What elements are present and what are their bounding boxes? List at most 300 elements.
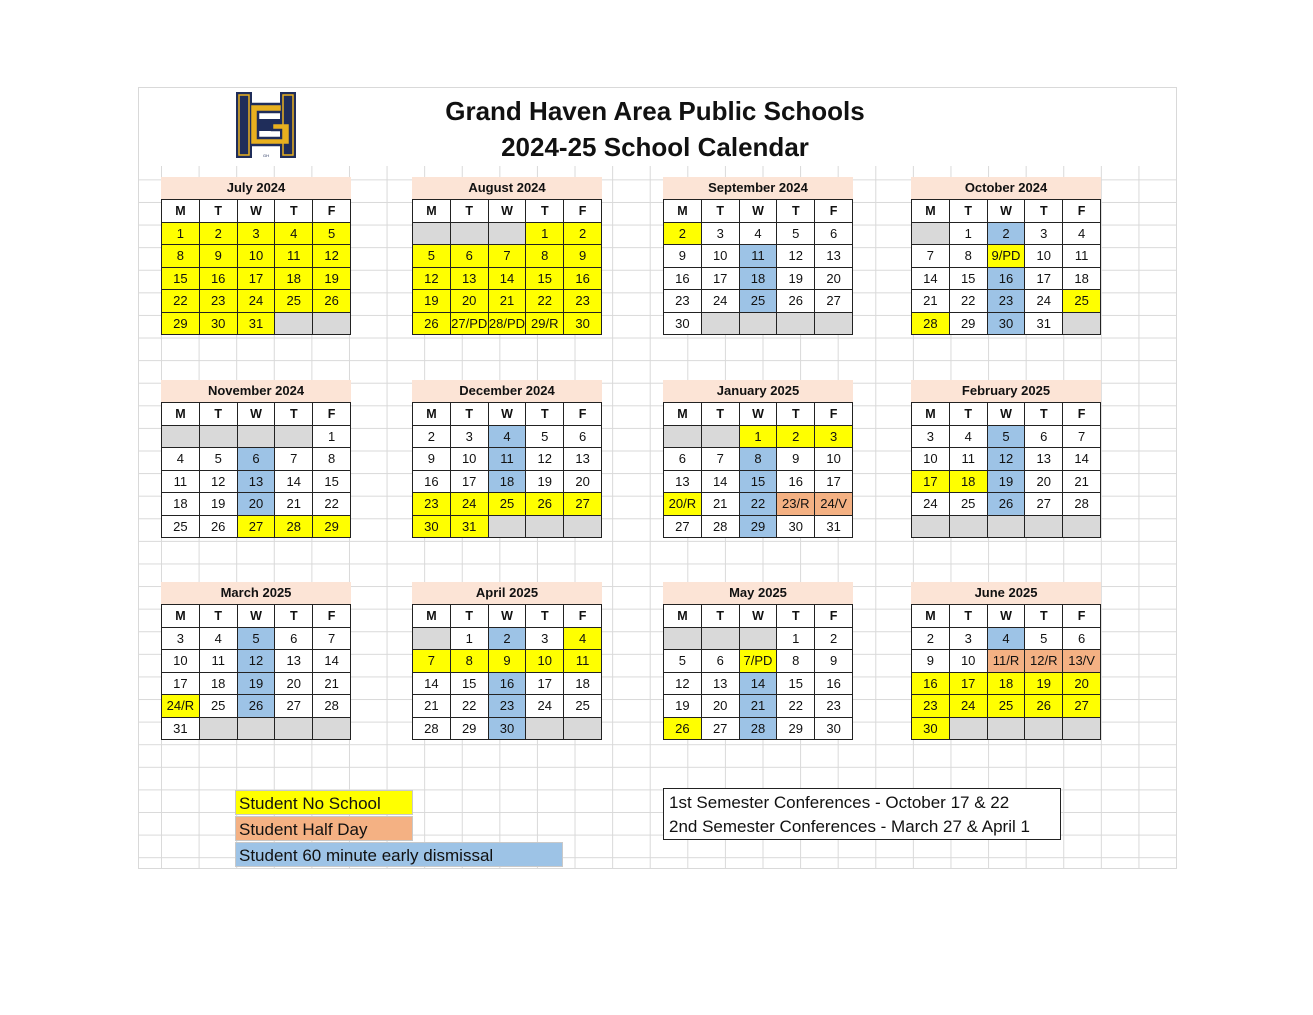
week-row <box>912 672 1101 695</box>
day-cell: 12 <box>313 245 351 268</box>
day-cell: 5 <box>413 245 451 268</box>
day-cell: 25 <box>739 290 777 313</box>
empty-day-cell <box>1025 717 1063 740</box>
month-calendar <box>412 177 602 335</box>
day-cell: 1 <box>739 425 777 448</box>
month-title: October 2024 <box>911 177 1101 199</box>
day-cell: 17 <box>1025 267 1063 290</box>
day-cell: 14 <box>488 267 526 290</box>
day-cell: 24 <box>450 493 488 516</box>
day-cell: 6 <box>564 425 602 448</box>
month-title: November 2024 <box>161 380 351 402</box>
weekday-label: W <box>987 605 1025 628</box>
day-cell: 7 <box>413 650 451 673</box>
day-cell: 11 <box>162 470 200 493</box>
empty-day-cell <box>739 312 777 335</box>
day-cell: 29 <box>777 717 815 740</box>
day-cell: 19 <box>987 470 1025 493</box>
day-cell: 29 <box>739 515 777 538</box>
week-row <box>413 425 602 448</box>
day-cell: 23 <box>912 695 950 718</box>
day-cell: 8 <box>949 245 987 268</box>
weekday-header-row <box>162 403 351 426</box>
weekday-label: T <box>1025 200 1063 223</box>
weekday-label: T <box>701 200 739 223</box>
weekday-label: T <box>777 200 815 223</box>
day-cell: 14 <box>413 672 451 695</box>
week-row <box>413 695 602 718</box>
month-grid <box>911 402 1101 538</box>
day-cell: 6 <box>450 245 488 268</box>
day-cell: 26 <box>313 290 351 313</box>
day-cell: 24/V <box>815 493 853 516</box>
day-cell: 26 <box>987 493 1025 516</box>
day-cell: 15 <box>739 470 777 493</box>
day-cell: 14 <box>701 470 739 493</box>
empty-day-cell <box>1063 312 1101 335</box>
day-cell: 3 <box>237 222 275 245</box>
day-cell: 23 <box>987 290 1025 313</box>
day-cell: 30 <box>199 312 237 335</box>
day-cell: 14 <box>313 650 351 673</box>
month-calendar <box>412 380 602 538</box>
day-cell: 17 <box>237 267 275 290</box>
day-cell: 28 <box>912 312 950 335</box>
weekday-label: T <box>949 403 987 426</box>
month-grid <box>663 402 853 538</box>
weekday-label: M <box>162 200 200 223</box>
day-cell: 7 <box>275 448 313 471</box>
day-cell: 12 <box>413 267 451 290</box>
day-cell: 4 <box>488 425 526 448</box>
day-cell: 22 <box>739 493 777 516</box>
day-cell: 3 <box>701 222 739 245</box>
day-cell: 15 <box>313 470 351 493</box>
weekday-label: T <box>275 605 313 628</box>
weekday-label: T <box>701 605 739 628</box>
day-cell: 4 <box>564 627 602 650</box>
weekday-header-row <box>912 403 1101 426</box>
empty-day-cell <box>237 717 275 740</box>
week-row <box>413 312 602 335</box>
day-cell: 26 <box>777 290 815 313</box>
day-cell: 12 <box>987 448 1025 471</box>
weekday-label: T <box>949 605 987 628</box>
month-title: September 2024 <box>663 177 853 199</box>
day-cell: 21 <box>739 695 777 718</box>
day-cell: 15 <box>162 267 200 290</box>
weekday-label: W <box>488 200 526 223</box>
day-cell: 27 <box>701 717 739 740</box>
day-cell: 3 <box>1025 222 1063 245</box>
day-cell: 30 <box>564 312 602 335</box>
day-cell: 18 <box>564 672 602 695</box>
week-row <box>162 627 351 650</box>
weekday-label: W <box>237 605 275 628</box>
empty-day-cell <box>1063 717 1101 740</box>
month-grid <box>911 604 1101 740</box>
day-cell: 9/PD <box>987 245 1025 268</box>
day-cell: 5 <box>1025 627 1063 650</box>
week-row <box>162 493 351 516</box>
day-cell: 9 <box>564 245 602 268</box>
month-grid <box>161 199 351 335</box>
day-cell: 7 <box>313 627 351 650</box>
month-title: May 2025 <box>663 582 853 604</box>
empty-day-cell <box>777 312 815 335</box>
week-row <box>664 267 853 290</box>
day-cell: 31 <box>1025 312 1063 335</box>
day-cell: 16 <box>777 470 815 493</box>
month-title: January 2025 <box>663 380 853 402</box>
day-cell: 6 <box>815 222 853 245</box>
day-cell: 16 <box>564 267 602 290</box>
weekday-header-row <box>912 200 1101 223</box>
month-grid <box>663 604 853 740</box>
week-row <box>162 672 351 695</box>
day-cell: 1 <box>949 222 987 245</box>
day-cell: 14 <box>739 672 777 695</box>
weekday-header-row <box>413 403 602 426</box>
day-cell: 12 <box>526 448 564 471</box>
week-row <box>912 222 1101 245</box>
day-cell: 17 <box>815 470 853 493</box>
day-cell: 31 <box>450 515 488 538</box>
weekday-label: T <box>275 200 313 223</box>
month-calendar <box>663 380 853 538</box>
day-cell: 4 <box>162 448 200 471</box>
day-cell: 12 <box>237 650 275 673</box>
weekday-label: F <box>1063 200 1101 223</box>
day-cell: 3 <box>526 627 564 650</box>
empty-day-cell <box>949 717 987 740</box>
weekday-label: M <box>664 605 702 628</box>
week-row <box>912 267 1101 290</box>
month-calendar <box>911 380 1101 538</box>
empty-day-cell <box>162 425 200 448</box>
empty-day-cell <box>199 425 237 448</box>
month-calendar <box>911 177 1101 335</box>
weekday-label: T <box>1025 605 1063 628</box>
month-grid <box>412 604 602 740</box>
day-cell: 1 <box>162 222 200 245</box>
week-row <box>162 425 351 448</box>
empty-day-cell <box>526 717 564 740</box>
weekday-label: T <box>949 200 987 223</box>
day-cell: 20 <box>815 267 853 290</box>
weekday-label: T <box>199 200 237 223</box>
weekday-label: W <box>739 403 777 426</box>
week-row <box>664 695 853 718</box>
day-cell: 23 <box>413 493 451 516</box>
day-cell: 13 <box>275 650 313 673</box>
month-title: July 2024 <box>161 177 351 199</box>
empty-day-cell <box>701 425 739 448</box>
day-cell: 5 <box>237 627 275 650</box>
day-cell: 7/PD <box>739 650 777 673</box>
weekday-label: M <box>912 200 950 223</box>
day-cell: 4 <box>1063 222 1101 245</box>
day-cell: 25 <box>199 695 237 718</box>
month-calendar <box>161 380 351 538</box>
day-cell: 31 <box>237 312 275 335</box>
week-row <box>664 493 853 516</box>
month-calendar <box>663 582 853 740</box>
week-row <box>162 515 351 538</box>
day-cell: 7 <box>488 245 526 268</box>
empty-day-cell <box>912 222 950 245</box>
weekday-label: F <box>815 200 853 223</box>
day-cell: 22 <box>526 290 564 313</box>
day-cell: 27/PD <box>450 312 488 335</box>
day-cell: 22 <box>313 493 351 516</box>
weekday-header-row <box>664 200 853 223</box>
week-row <box>664 650 853 673</box>
week-row <box>162 717 351 740</box>
day-cell: 25 <box>488 493 526 516</box>
day-cell: 24 <box>1025 290 1063 313</box>
week-row <box>162 312 351 335</box>
weekday-label: F <box>564 200 602 223</box>
day-cell: 2 <box>664 222 702 245</box>
day-cell: 27 <box>237 515 275 538</box>
weekday-label: M <box>413 403 451 426</box>
empty-day-cell <box>275 312 313 335</box>
day-cell: 20 <box>275 672 313 695</box>
day-cell: 6 <box>1063 627 1101 650</box>
day-cell: 10 <box>162 650 200 673</box>
day-cell: 27 <box>1025 493 1063 516</box>
day-cell: 30 <box>777 515 815 538</box>
day-cell: 10 <box>1025 245 1063 268</box>
weekday-label: F <box>313 200 351 223</box>
day-cell: 16 <box>815 672 853 695</box>
day-cell: 10 <box>701 245 739 268</box>
day-cell: 8 <box>526 245 564 268</box>
weekday-label: F <box>1063 403 1101 426</box>
weekday-label: T <box>1025 403 1063 426</box>
month-calendar <box>161 177 351 335</box>
weekday-header-row <box>162 605 351 628</box>
gh-monogram-logo <box>230 90 302 160</box>
weekday-label: M <box>162 605 200 628</box>
month-calendar <box>663 177 853 335</box>
day-cell: 19 <box>199 493 237 516</box>
empty-day-cell <box>912 515 950 538</box>
day-cell: 13 <box>1025 448 1063 471</box>
day-cell: 31 <box>815 515 853 538</box>
day-cell: 5 <box>987 425 1025 448</box>
week-row <box>912 312 1101 335</box>
weekday-label: M <box>413 605 451 628</box>
weekday-label: W <box>237 200 275 223</box>
day-cell: 9 <box>199 245 237 268</box>
day-cell: 29 <box>450 717 488 740</box>
weekday-header-row <box>162 200 351 223</box>
weekday-label: T <box>777 403 815 426</box>
day-cell: 19 <box>413 290 451 313</box>
week-row <box>413 717 602 740</box>
weekday-label: W <box>739 200 777 223</box>
day-cell: 29/R <box>526 312 564 335</box>
day-cell: 11 <box>275 245 313 268</box>
day-cell: 31 <box>162 717 200 740</box>
week-row <box>413 470 602 493</box>
day-cell: 11 <box>199 650 237 673</box>
week-row <box>162 470 351 493</box>
weekday-label: T <box>450 605 488 628</box>
day-cell: 19 <box>777 267 815 290</box>
week-row <box>162 245 351 268</box>
weekday-label: W <box>488 403 526 426</box>
page-subtitle: 2024-25 School Calendar <box>501 132 809 162</box>
day-cell: 7 <box>701 448 739 471</box>
day-cell: 30 <box>912 717 950 740</box>
day-cell: 18 <box>987 672 1025 695</box>
day-cell: 19 <box>664 695 702 718</box>
week-row <box>912 695 1101 718</box>
empty-day-cell <box>987 515 1025 538</box>
day-cell: 10 <box>912 448 950 471</box>
day-cell: 3 <box>450 425 488 448</box>
weekday-label: T <box>450 200 488 223</box>
day-cell: 2 <box>912 627 950 650</box>
day-cell: 8 <box>777 650 815 673</box>
day-cell: 20/R <box>664 493 702 516</box>
empty-day-cell <box>199 717 237 740</box>
day-cell: 6 <box>275 627 313 650</box>
weekday-label: W <box>237 403 275 426</box>
week-row <box>413 493 602 516</box>
day-cell: 11 <box>949 448 987 471</box>
week-row <box>664 627 853 650</box>
weekday-label: T <box>701 403 739 426</box>
week-row <box>912 290 1101 313</box>
day-cell: 20 <box>701 695 739 718</box>
weekday-label: M <box>912 605 950 628</box>
day-cell: 1 <box>777 627 815 650</box>
day-cell: 6 <box>701 650 739 673</box>
day-cell: 23 <box>199 290 237 313</box>
day-cell: 26 <box>199 515 237 538</box>
day-cell: 5 <box>664 650 702 673</box>
empty-day-cell <box>815 312 853 335</box>
day-cell: 23 <box>664 290 702 313</box>
empty-day-cell <box>237 425 275 448</box>
day-cell: 17 <box>450 470 488 493</box>
day-cell: 27 <box>664 515 702 538</box>
month-calendar <box>911 582 1101 740</box>
day-cell: 5 <box>526 425 564 448</box>
day-cell: 6 <box>237 448 275 471</box>
day-cell: 15 <box>526 267 564 290</box>
weekday-label: M <box>413 200 451 223</box>
day-cell: 8 <box>450 650 488 673</box>
day-cell: 11 <box>564 650 602 673</box>
day-cell: 5 <box>313 222 351 245</box>
day-cell: 9 <box>664 245 702 268</box>
day-cell: 13 <box>450 267 488 290</box>
day-cell: 18 <box>949 470 987 493</box>
day-cell: 21 <box>275 493 313 516</box>
day-cell: 13 <box>701 672 739 695</box>
day-cell: 18 <box>275 267 313 290</box>
day-cell: 23 <box>488 695 526 718</box>
day-cell: 14 <box>275 470 313 493</box>
empty-day-cell <box>275 425 313 448</box>
day-cell: 3 <box>162 627 200 650</box>
empty-day-cell <box>664 627 702 650</box>
page-title: Grand Haven Area Public Schools <box>445 96 865 126</box>
week-row <box>413 290 602 313</box>
day-cell: 23 <box>815 695 853 718</box>
day-cell: 7 <box>1063 425 1101 448</box>
day-cell: 25 <box>564 695 602 718</box>
empty-day-cell <box>488 222 526 245</box>
day-cell: 2 <box>488 627 526 650</box>
day-cell: 28 <box>739 717 777 740</box>
day-cell: 5 <box>777 222 815 245</box>
day-cell: 1 <box>450 627 488 650</box>
day-cell: 4 <box>739 222 777 245</box>
weekday-label: F <box>815 403 853 426</box>
day-cell: 11 <box>488 448 526 471</box>
week-row <box>912 650 1101 673</box>
day-cell: 10 <box>949 650 987 673</box>
day-cell: 21 <box>488 290 526 313</box>
week-row <box>413 672 602 695</box>
day-cell: 24 <box>912 493 950 516</box>
week-row <box>664 448 853 471</box>
day-cell: 30 <box>664 312 702 335</box>
weekday-label: W <box>987 403 1025 426</box>
weekday-header-row <box>413 605 602 628</box>
empty-day-cell <box>275 717 313 740</box>
day-cell: 18 <box>488 470 526 493</box>
day-cell: 26 <box>413 312 451 335</box>
week-row <box>664 515 853 538</box>
week-row <box>664 290 853 313</box>
day-cell: 9 <box>488 650 526 673</box>
day-cell: 28 <box>413 717 451 740</box>
empty-day-cell <box>413 627 451 650</box>
day-cell: 4 <box>949 425 987 448</box>
day-cell: 11/R <box>987 650 1025 673</box>
weekday-label: T <box>526 200 564 223</box>
day-cell: 20 <box>237 493 275 516</box>
week-row <box>912 627 1101 650</box>
day-cell: 27 <box>1063 695 1101 718</box>
conferences-box <box>663 788 1061 840</box>
day-cell: 28 <box>313 695 351 718</box>
week-row <box>912 245 1101 268</box>
day-cell: 2 <box>199 222 237 245</box>
month-title: June 2025 <box>911 582 1101 604</box>
month-calendar <box>161 582 351 740</box>
weekday-label: F <box>564 605 602 628</box>
weekday-header-row <box>664 403 853 426</box>
day-cell: 20 <box>564 470 602 493</box>
day-cell: 15 <box>777 672 815 695</box>
day-cell: 9 <box>777 448 815 471</box>
day-cell: 12 <box>199 470 237 493</box>
day-cell: 13 <box>664 470 702 493</box>
day-cell: 4 <box>987 627 1025 650</box>
day-cell: 2 <box>815 627 853 650</box>
day-cell: 26 <box>526 493 564 516</box>
day-cell: 26 <box>1025 695 1063 718</box>
empty-day-cell <box>701 312 739 335</box>
